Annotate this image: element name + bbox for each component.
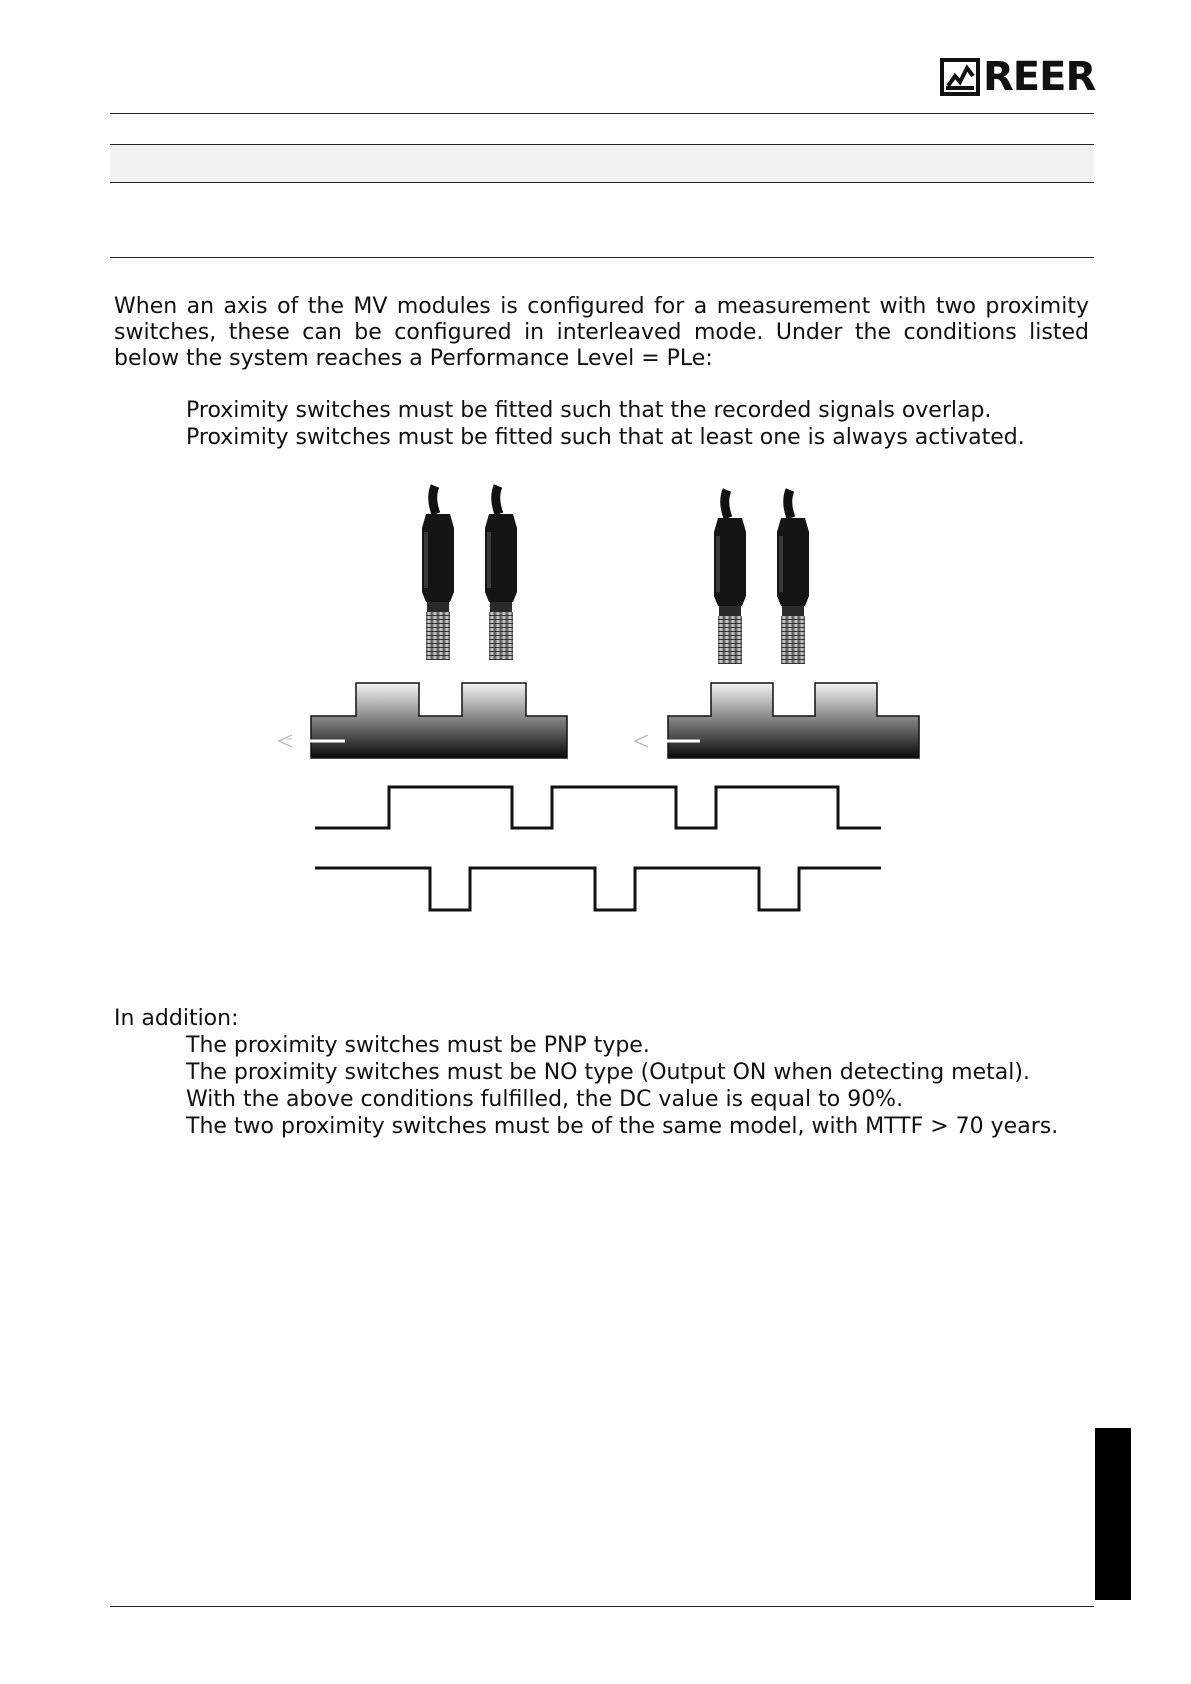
signal-trace-b	[315, 868, 881, 910]
signal-trace-a	[315, 787, 881, 828]
proximity-sensor-icon	[714, 490, 746, 664]
toothed-rack-icon	[311, 683, 567, 758]
footer-rule	[110, 1606, 1094, 1607]
proximity-sensor-icon	[485, 486, 517, 660]
section-side-tab	[1095, 1428, 1131, 1600]
toothed-rack-icon	[668, 683, 919, 758]
addition-item: The two proximity switches must be of the same model, with MTTF > 70 years.	[186, 1114, 1059, 1139]
proximity-sensor-icon	[422, 486, 454, 660]
addition-item: With the above conditions fulfilled, the DC value is equal to 90%.	[186, 1087, 904, 1112]
addition-item: The proximity switches must be PNP type.	[186, 1033, 650, 1058]
condition-item: Proximity switches must be fitted such that the recorded signals overlap.	[186, 398, 992, 423]
brand-text: REER	[983, 54, 1096, 100]
addition-item: The proximity switches must be NO type (Output ON when detecting metal).	[186, 1060, 1030, 1085]
proximity-sensor-icon	[777, 490, 809, 664]
intro-paragraph: When an axis of the MV modules is configured for a measurement with two proximity switches, these can be configured in interleaved mode. Under the conditions listed below the system reaches a Performance Level = PLe:	[114, 294, 1089, 371]
condition-item: Proximity switches must be fitted such that at least one is always activated.	[186, 425, 1025, 450]
addition-heading: In addition:	[114, 1006, 239, 1031]
